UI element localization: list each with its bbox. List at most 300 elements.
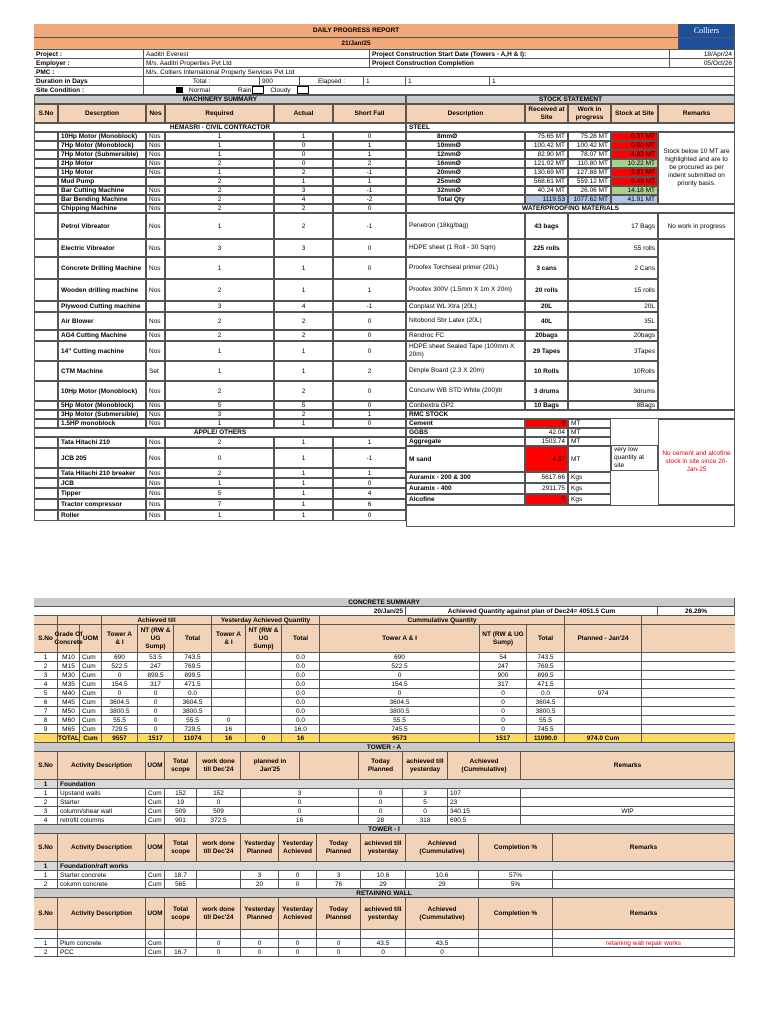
concrete-cell: 0.0 xyxy=(527,689,565,697)
concrete-cell: 0 xyxy=(102,689,138,697)
retaining-title: RETAINING WALL xyxy=(34,889,735,897)
tower-i-cell xyxy=(553,871,735,879)
machinery-required: 3 xyxy=(165,410,274,419)
steel-wip: 100.42 MT xyxy=(568,141,611,150)
machinery-shortfall: 1 xyxy=(333,177,406,186)
rmc-qty: 5617.66 xyxy=(525,472,568,483)
cell: 23 xyxy=(448,798,521,806)
machinery-sno xyxy=(34,401,58,410)
machinery-shortfall: 1 xyxy=(333,468,406,478)
retaining-cell: 0 xyxy=(279,939,317,947)
wp-stock: 35L xyxy=(568,312,658,330)
concrete-date: 20/Jan/25 xyxy=(34,607,406,615)
concrete-cell: 55.5 xyxy=(102,716,138,724)
wp-stock: 3drums xyxy=(568,381,658,401)
machinery-stock-region xyxy=(34,95,735,598)
concrete-cell: 0.0 xyxy=(282,698,320,706)
concrete-cell xyxy=(246,725,282,733)
concrete-cell: 769.5 xyxy=(527,662,565,670)
concrete-total-cell: 9573 xyxy=(320,734,480,742)
elapsed-label: Elapsed : xyxy=(300,77,364,85)
rmc-unit: MT xyxy=(568,428,611,437)
retaining-header: S.No xyxy=(34,898,58,929)
tower-a-group-row xyxy=(34,780,735,789)
concrete-cell: 0 xyxy=(138,725,174,733)
concrete-header: NT (RW & UG Sump) xyxy=(480,625,527,652)
machinery-header: Actual xyxy=(274,104,333,123)
concrete-row xyxy=(34,653,735,662)
wp-stock: 17 Bags xyxy=(568,213,658,239)
machinery-desc: 7Hp Motor (Submersible) xyxy=(58,150,146,159)
planned-cell xyxy=(565,716,642,724)
concrete-plan-row xyxy=(34,607,735,616)
retaining-cell: 1 xyxy=(34,939,58,947)
concrete-cell: 769.5 xyxy=(174,662,212,670)
tower-i-header: work done till Dec'24 xyxy=(197,834,241,861)
completion-label: Project Construction Completion xyxy=(370,59,670,67)
wp-stock: 20bags xyxy=(568,330,658,341)
cell: 690.5 xyxy=(448,816,521,824)
machinery-actual: 2 xyxy=(274,168,333,177)
machinery-required: 1 xyxy=(165,132,274,141)
tower-i-cell: 57% xyxy=(479,871,553,879)
tower-a-row xyxy=(34,798,735,807)
machinery-actual: 1 xyxy=(274,499,333,510)
machinery-actual: 1 xyxy=(274,448,333,468)
machinery-unit: Set xyxy=(146,361,165,381)
steel-wip: 78.07 MT xyxy=(568,150,611,159)
machinery-desc: Chipping Machine xyxy=(58,204,146,213)
cell xyxy=(317,930,361,938)
cell: 3 xyxy=(241,789,359,797)
machinery-sno xyxy=(34,478,58,488)
steel-received: 121.02 MT xyxy=(525,159,568,168)
tower-i-header: Yesterday Planned xyxy=(241,834,279,861)
machinery-unit: Nos xyxy=(146,279,165,301)
machinery-required: 2 xyxy=(165,312,274,330)
concrete-cell: 0 xyxy=(102,671,138,679)
machinery-header: Short Fall xyxy=(333,104,406,123)
concrete-cell: 3604.5 xyxy=(527,698,565,706)
steel-dia: 32mmØ xyxy=(406,186,525,195)
machinery-desc: 7Hp Motor (Monoblock) xyxy=(58,141,146,150)
machinery-shortfall: 1 xyxy=(333,410,406,419)
duration-row xyxy=(34,77,735,86)
steel-dia: 10mmØ xyxy=(406,141,525,150)
cell: column/shear wall xyxy=(58,807,146,815)
cell: Starter xyxy=(58,798,146,806)
machinery-shortfall: -1 xyxy=(333,448,406,468)
tower-i-title-row xyxy=(34,825,735,834)
tower-a-header: Today Planned xyxy=(359,752,403,779)
waterproofing-heading: WATERPROOFING MATERIALS xyxy=(406,204,735,213)
concrete-cell: 0 xyxy=(480,725,527,733)
steel-stock: 14.18 MT xyxy=(611,186,658,195)
machinery-sno xyxy=(34,132,58,141)
cell: 318 xyxy=(403,816,448,824)
tower-a-remark: WIP xyxy=(521,807,735,815)
cell xyxy=(146,930,165,938)
machinery-shortfall: 6 xyxy=(333,499,406,510)
concrete-cell: 3800.5 xyxy=(102,707,138,715)
steel-wip: 127.88 MT xyxy=(568,168,611,177)
machinery-actual: 5 xyxy=(274,401,333,410)
cell xyxy=(34,930,58,938)
tower-i-cell: 0 xyxy=(279,871,317,879)
machinery-shortfall: 0 xyxy=(333,312,406,330)
tower-a-header: achieved till yesterday xyxy=(403,752,448,779)
steel-stock: 9.49 MT xyxy=(611,177,658,186)
steel-received: 40.24 MT xyxy=(525,186,568,195)
machinery-unit: Nos xyxy=(146,419,165,428)
retaining-header: Today Planned xyxy=(317,898,361,929)
machinery-desc: Petrol Vibreator xyxy=(58,213,146,239)
cell: 340.15 xyxy=(448,807,521,815)
machinery-desc: AG4 Cutting Machine xyxy=(58,330,146,341)
concrete-header: Tower A & I xyxy=(320,625,480,652)
machinery-shortfall: 0 xyxy=(333,510,406,521)
machinery-desc: 1.5HP monoblock xyxy=(58,419,146,428)
retaining-header: Yesterday Achieved xyxy=(279,898,317,929)
machinery-desc: Tata Hitachi 210 breaker xyxy=(58,468,146,478)
machinery-desc: 2Hp Motor xyxy=(58,159,146,168)
machinery-desc: 5Hp Motor (Monoblock) xyxy=(58,401,146,410)
steel-heading: STEEL xyxy=(406,123,735,132)
machinery-unit: Nos xyxy=(146,239,165,257)
machinery-shortfall: 1 xyxy=(333,437,406,448)
machinery-sno xyxy=(34,437,58,448)
wp-desc: HDPE sheet (1 Roll - 30 Sqm) xyxy=(406,239,525,257)
rmc-qty: 42.04 xyxy=(525,428,568,437)
concrete-row xyxy=(34,725,735,734)
rmc-unit: Kgs xyxy=(568,472,611,483)
concrete-cell: Cum xyxy=(80,698,102,706)
concrete-cell xyxy=(212,653,246,661)
cell xyxy=(34,616,58,624)
rmc-heading: RMC STOCK xyxy=(406,410,735,419)
project-row xyxy=(34,50,735,59)
retaining-cell: 0 xyxy=(317,948,361,956)
machinery-unit: Nos xyxy=(146,257,165,279)
concrete-header-row xyxy=(34,625,735,653)
tower-a-header: Remarks xyxy=(521,752,735,779)
tower-i-cell: Cum xyxy=(146,880,165,888)
retaining-cell: 0 xyxy=(197,939,241,947)
machinery-required: 1 xyxy=(165,213,274,239)
cell: 0 xyxy=(197,798,241,806)
cell: 0 xyxy=(359,789,403,797)
concrete-cell: 54 xyxy=(480,653,527,661)
contractor-heading: HEMASRI - CIVIL CONTRACTOR xyxy=(34,123,406,132)
steel-dia: 20mmØ xyxy=(406,168,525,177)
machinery-unit: Nos xyxy=(146,330,165,341)
machinery-sno xyxy=(34,499,58,510)
concrete-total-cell: 16 xyxy=(282,734,320,742)
stock-title: STOCK STATEMENT xyxy=(406,95,735,104)
concrete-cell: M30 xyxy=(58,671,80,679)
rmc-material: Auramix - 400 xyxy=(406,483,525,494)
concrete-cell: 16.0 xyxy=(282,725,320,733)
cell: 3 xyxy=(34,807,58,815)
tower-a-header: work done till Dec'24 xyxy=(197,752,241,779)
cumulative-heading: Cummulative Quantity xyxy=(320,616,565,624)
machinery-desc: JCB xyxy=(58,478,146,488)
concrete-cell: 743.5 xyxy=(174,653,212,661)
concrete-cell: 53.5 xyxy=(138,653,174,661)
machinery-actual: 1 xyxy=(274,257,333,279)
rmc-qty: 0 xyxy=(525,419,568,428)
concrete-cell: 0.0 xyxy=(282,653,320,661)
machinery-required: 1 xyxy=(165,419,274,428)
stock-blank xyxy=(406,505,735,527)
retaining-title-row xyxy=(34,889,735,898)
rmc-unit: MT xyxy=(568,437,611,446)
machinery-shortfall: 4 xyxy=(333,488,406,499)
machinery-actual: 2 xyxy=(274,330,333,341)
machinery-sno xyxy=(34,257,58,279)
machinery-actual: 4 xyxy=(274,301,333,312)
machinery-sno xyxy=(34,488,58,499)
machinery-sno xyxy=(34,381,58,401)
machinery-actual: 1 xyxy=(274,361,333,381)
machinery-desc: Bar Bending Machine xyxy=(58,195,146,204)
tower-a-remark xyxy=(521,798,735,806)
tower-i-cell: 10.6 xyxy=(406,871,479,879)
project-label: Project : xyxy=(34,50,144,58)
cell: 0 xyxy=(359,807,403,815)
machinery-actual: 0 xyxy=(274,141,333,150)
machinery-sno xyxy=(34,279,58,301)
wp-received: 43 bags xyxy=(525,213,568,239)
concrete-cell: M10 xyxy=(58,653,80,661)
concrete-cell: 0 xyxy=(480,716,527,724)
concrete-header: S.No xyxy=(34,625,58,652)
rmc-unit: Kgs xyxy=(568,494,611,505)
start-date: 18/Apr/24 xyxy=(670,50,735,58)
tower-i-header: S.No xyxy=(34,834,58,861)
wp-received: 3 cans xyxy=(525,257,568,279)
machinery-sno xyxy=(34,213,58,239)
steel-stock: 0.37 MT xyxy=(611,132,658,141)
stock-header: Description xyxy=(406,104,525,123)
rmc-qty: 2911.75 xyxy=(525,483,568,494)
tower-a-header: Activity Description xyxy=(58,752,146,779)
machinery-unit: Nos xyxy=(146,499,165,510)
tower-i-cell xyxy=(553,880,735,888)
cell: Cum xyxy=(146,816,165,824)
cell: 0 xyxy=(359,798,403,806)
concrete-cell: 522.5 xyxy=(320,662,480,670)
machinery-unit: Nos xyxy=(146,195,165,204)
steel-received: 568.61 MT xyxy=(525,177,568,186)
tower-i-cell xyxy=(197,871,241,879)
concrete-cell: M45 xyxy=(58,698,80,706)
machinery-shortfall: -1 xyxy=(333,213,406,239)
rmc-material: Alcofine xyxy=(406,494,525,505)
machinery-unit: Nos xyxy=(146,468,165,478)
concrete-cell: 0 xyxy=(480,689,527,697)
rmc-remark-low: very low quantity at site xyxy=(611,445,658,471)
cell: 0 xyxy=(241,807,359,815)
concrete-total-cell: 974.0 Cum xyxy=(565,734,642,742)
cell xyxy=(479,930,553,938)
achieved-till-heading: Achieved till xyxy=(102,616,212,624)
concrete-cell: M65 xyxy=(58,725,80,733)
concrete-row xyxy=(34,707,735,716)
concrete-cell: M50 xyxy=(58,707,80,715)
group-no: 1 xyxy=(34,862,58,870)
retaining-cell: Cum xyxy=(146,948,165,956)
tower-i-header: Completion % xyxy=(479,834,553,861)
retaining-cell: 0 xyxy=(279,948,317,956)
tower-i-cell: 76 xyxy=(317,880,361,888)
concrete-cell xyxy=(212,689,246,697)
wp-received: 29 Tapes xyxy=(525,341,568,361)
retaining-header: Completion % xyxy=(479,898,553,929)
concrete-cell: 0 xyxy=(138,707,174,715)
concrete-cell: Cum xyxy=(80,662,102,670)
employer-row xyxy=(34,59,735,68)
wp-desc: Proofex 300V (1.5mm X 1m X 20m) xyxy=(406,279,525,301)
machinery-desc: 3Hp Motor (Submersible) xyxy=(58,410,146,419)
machinery-shortfall: 0 xyxy=(333,257,406,279)
concrete-cell: Cum xyxy=(80,653,102,661)
machinery-shortfall: 1 xyxy=(333,279,406,301)
rmc-material: Cement xyxy=(406,419,525,428)
machinery-desc: Tipper xyxy=(58,488,146,499)
machinery-actual: 1 xyxy=(274,177,333,186)
machinery-desc: Plywood Cutting machine xyxy=(58,301,146,312)
concrete-cell: 5 xyxy=(34,689,58,697)
tower-i-cell: 10.6 xyxy=(361,871,406,879)
retaining-cell: 43.5 xyxy=(361,939,406,947)
concrete-cell: 3800.5 xyxy=(527,707,565,715)
colliers-logo: Colliers xyxy=(679,24,735,37)
machinery-required: 1 xyxy=(165,361,274,381)
tower-a-header xyxy=(300,752,359,779)
machinery-unit: Nos xyxy=(146,168,165,177)
machinery-required: 3 xyxy=(165,301,274,312)
concrete-cell: Cum xyxy=(80,725,102,733)
retaining-cell xyxy=(479,948,553,956)
machinery-unit: Nos xyxy=(146,448,165,468)
cell: 28 xyxy=(359,816,403,824)
rmc-qty: 0 xyxy=(525,494,568,505)
concrete-total-cell: Cum xyxy=(80,734,102,742)
wp-desc: Penetron (18kg/bag) xyxy=(406,213,525,239)
duration-label: Duration in Days xyxy=(34,77,144,85)
tower-i-header: Activity Description xyxy=(58,834,146,861)
concrete-cell: M40 xyxy=(58,689,80,697)
tower-i-header: Yesterday Achieved xyxy=(279,834,317,861)
machinery-required: 1 xyxy=(165,341,274,361)
normal-label: Normal xyxy=(189,86,210,94)
report-date-row xyxy=(34,38,735,50)
tower-a-remark xyxy=(521,816,735,824)
machinery-desc: 14" Cutting machine xyxy=(58,341,146,361)
concrete-row xyxy=(34,698,735,707)
retaining-header: work done till Dec'24 xyxy=(197,898,241,929)
employer-label: Employer : xyxy=(34,59,144,67)
concrete-row xyxy=(34,680,735,689)
concrete-cell xyxy=(246,698,282,706)
concrete-cell: 2 xyxy=(34,662,58,670)
machinery-actual: 1 xyxy=(274,437,333,448)
tower-i-row xyxy=(34,880,735,889)
concrete-cell: 0.0 xyxy=(282,680,320,688)
machinery-required: 2 xyxy=(165,177,274,186)
planned-cell xyxy=(565,707,642,715)
machinery-title: MACHINERY SUMMARY xyxy=(34,95,406,104)
concrete-cell: M35 xyxy=(58,680,80,688)
concrete-header: Total xyxy=(527,625,565,652)
concrete-total-cell xyxy=(34,734,58,742)
wp-stock: 20L xyxy=(568,301,658,312)
wp-received: 225 rolls xyxy=(525,239,568,257)
group-name: Foundation xyxy=(58,780,735,788)
concrete-cell xyxy=(212,698,246,706)
pmc-label: PMC : xyxy=(34,68,144,76)
machinery-shortfall: 1 xyxy=(333,150,406,159)
stock-header: Received at Site xyxy=(525,104,568,123)
machinery-actual: 4 xyxy=(274,195,333,204)
concrete-total-cell: 1517 xyxy=(480,734,527,742)
machinery-required: 2 xyxy=(165,186,274,195)
machinery-desc: 10Hp Motor (Monoblock) xyxy=(58,132,146,141)
rmc-remark-none: No cement and alcofine stock in site since 20-Jan-25 xyxy=(658,419,735,505)
machinery-sno xyxy=(34,159,58,168)
machinery-header: S.No xyxy=(34,104,58,123)
cell xyxy=(165,930,197,938)
concrete-cell: 743.5 xyxy=(527,653,565,661)
machinery-required: 2 xyxy=(165,468,274,478)
machinery-required: 1 xyxy=(165,141,274,150)
concrete-cell: 3604.5 xyxy=(102,698,138,706)
concrete-cell: 0 xyxy=(212,716,246,724)
elapsed-2: 1 xyxy=(406,77,490,85)
cell: 4 xyxy=(34,816,58,824)
contractor-heading: APPLE/ OTHERS xyxy=(34,428,406,437)
wp-desc: Dimple Board (2.3 X 20m) xyxy=(406,361,525,381)
tower-i-cell: 3 xyxy=(241,871,279,879)
planned-cell xyxy=(565,662,642,670)
machinery-shortfall: 0 xyxy=(333,478,406,488)
machinery-shortfall: -1 xyxy=(333,168,406,177)
concrete-cell: 729.5 xyxy=(102,725,138,733)
tower-i-group-row xyxy=(34,862,735,871)
concrete-cell: 900 xyxy=(480,671,527,679)
cell: 5 xyxy=(403,798,448,806)
machinery-sno xyxy=(34,341,58,361)
wp-desc: Nitobond Sbr Latex (20L) xyxy=(406,312,525,330)
rmc-unit: MT xyxy=(568,446,611,472)
concrete-title: CONCRETE SUMMARY xyxy=(34,598,735,606)
machinery-unit: Nos xyxy=(146,150,165,159)
machinery-required: 2 xyxy=(165,204,274,213)
machinery-required: 5 xyxy=(165,488,274,499)
machinery-required: 3 xyxy=(165,239,274,257)
concrete-cell: 8 xyxy=(34,716,58,724)
rain-checkbox xyxy=(252,86,264,94)
machinery-sno xyxy=(34,312,58,330)
machinery-unit: Nos xyxy=(146,410,165,419)
cell: 16 xyxy=(241,816,359,824)
concrete-cell: 7 xyxy=(34,707,58,715)
tower-i-cell: 565 xyxy=(165,880,197,888)
machinery-required: 2 xyxy=(165,279,274,301)
retaining-cell: PCC xyxy=(58,948,146,956)
tower-i-cell: 0 xyxy=(279,880,317,888)
